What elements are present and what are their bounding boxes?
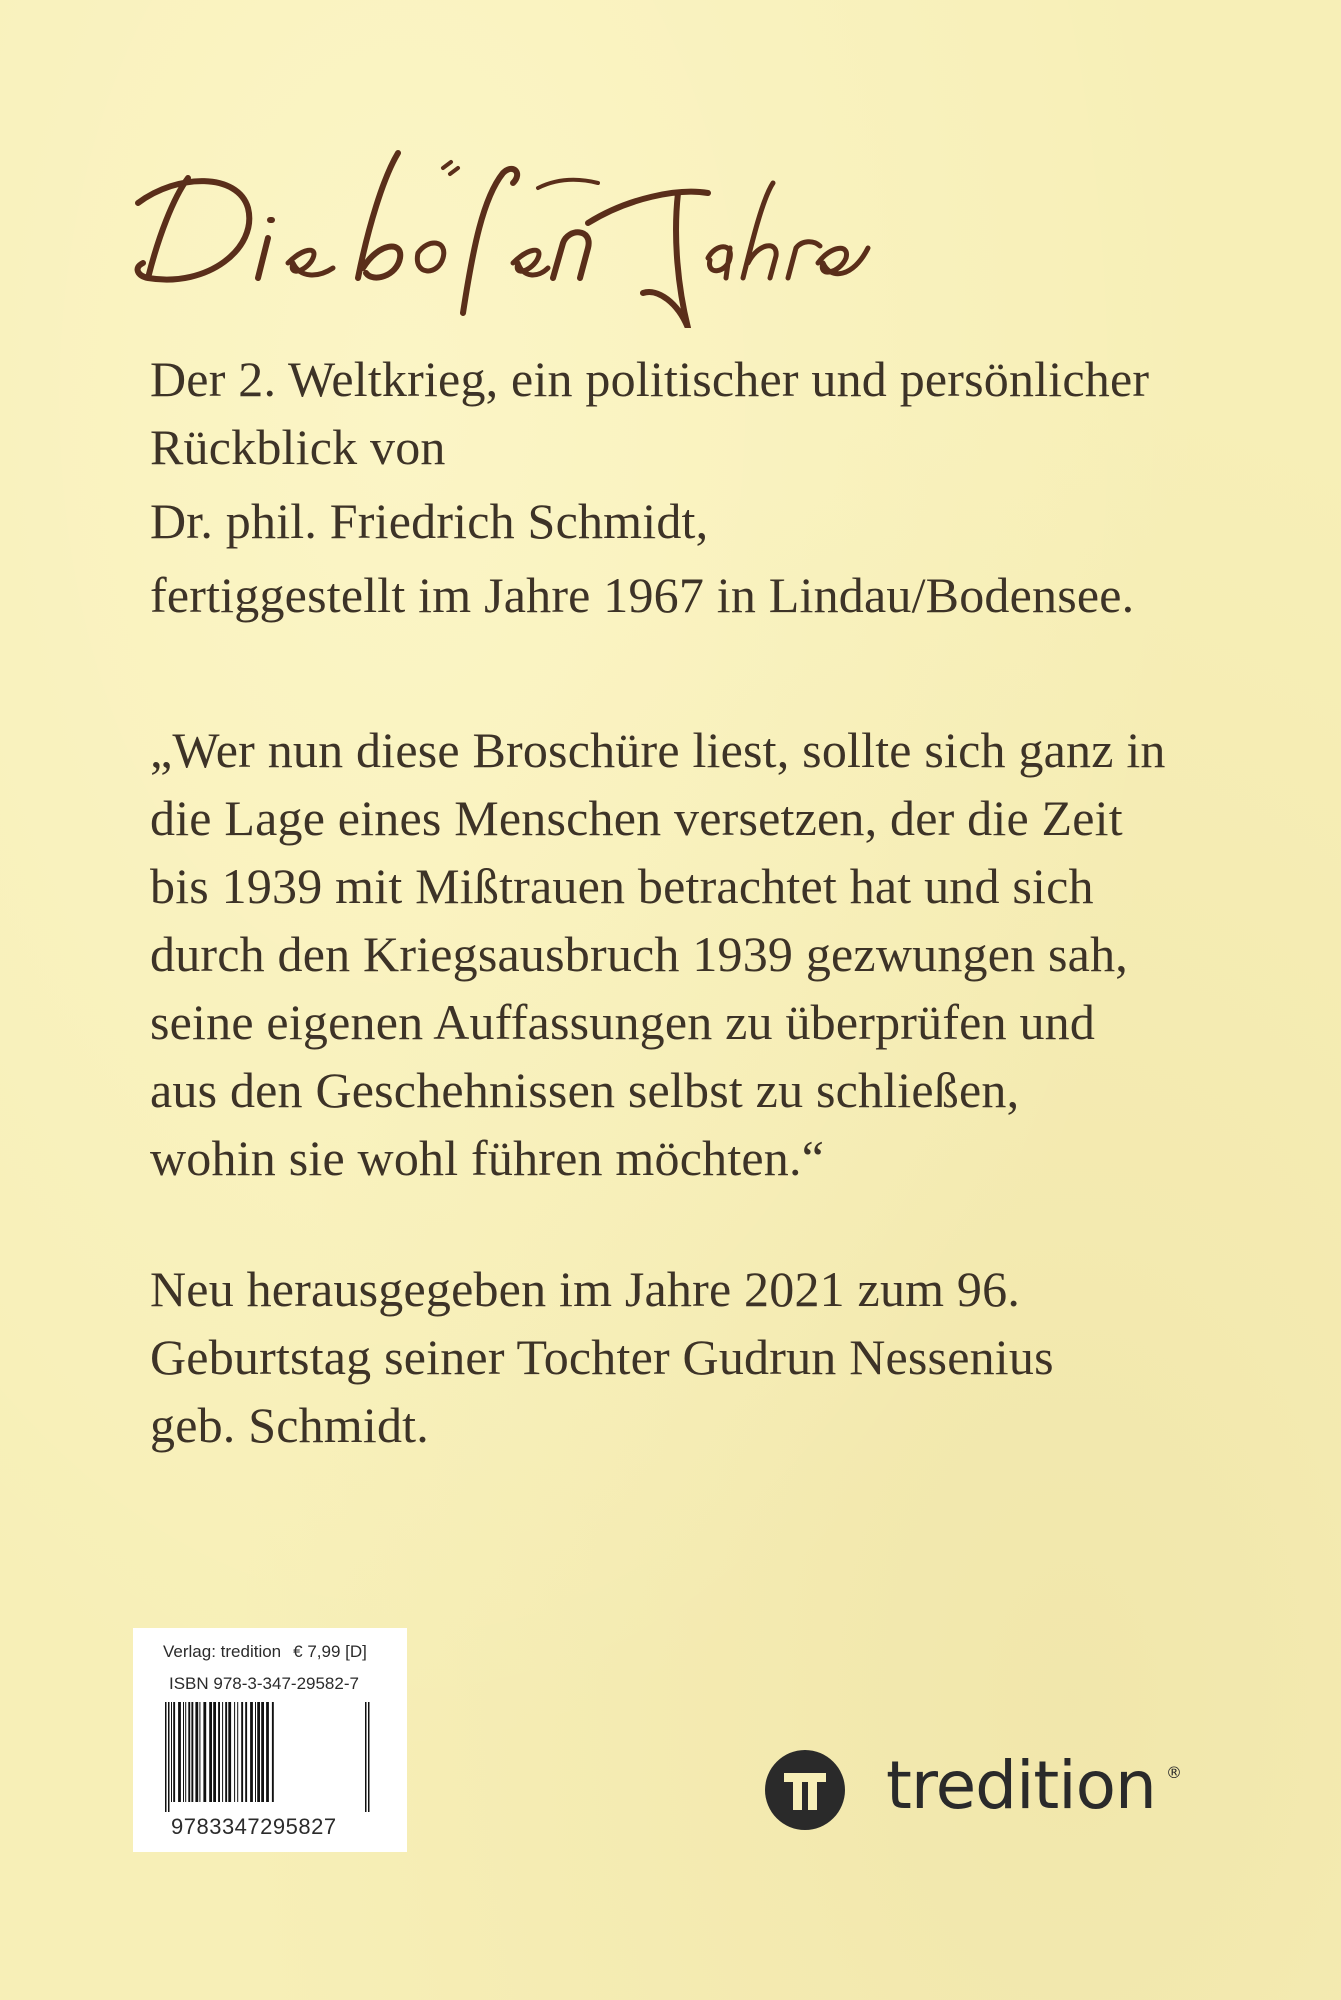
intro-line: Rückblick von: [150, 419, 446, 475]
barcode-bar: [171, 1702, 172, 1802]
publisher-logo: [764, 1745, 1184, 1835]
brand-name: tredition: [886, 1747, 1156, 1824]
barcode-bar: [213, 1702, 216, 1802]
handwritten-title: [118, 128, 878, 328]
edition-line: geb. Schmidt.: [150, 1397, 429, 1453]
intro-line: Dr. phil. Friedrich Schmidt,: [150, 493, 709, 549]
barcode-bar: [165, 1702, 167, 1812]
barcode-bar: [218, 1702, 220, 1802]
barcode-bar: [199, 1702, 200, 1802]
barcode-bar: [272, 1702, 274, 1802]
barcode-bar: [183, 1702, 184, 1802]
barcode-bar: [261, 1702, 264, 1802]
barcode-bar: [225, 1702, 227, 1802]
quote-line: durch den Kriegsausbruch 1939 gezwungen sah,: [150, 926, 1128, 982]
barcode-bar: [178, 1702, 181, 1802]
barcode-bar: [368, 1702, 370, 1812]
barcode-bar: [168, 1702, 170, 1812]
barcode-bar: [188, 1702, 190, 1802]
barcode-bar: [266, 1702, 269, 1802]
barcode-bar: [185, 1702, 186, 1802]
barcode-bar: [234, 1702, 235, 1802]
barcode-bar: [257, 1702, 260, 1802]
tredition-logo-icon: [764, 1749, 846, 1831]
quote-line: bis 1939 mit Mißtrauen betrachtet hat und sich: [150, 858, 1094, 914]
barcode-bar: [173, 1702, 175, 1802]
ean-number: 9783347295827: [171, 1814, 337, 1839]
quote-line: aus den Geschehnissen selbst zu schließen,: [150, 1062, 1020, 1118]
barcode-bar: [241, 1702, 243, 1802]
barcode-bar: [195, 1702, 198, 1802]
barcode-bar: [250, 1702, 253, 1802]
isbn-text: ISBN 978-3-347-29582-7: [169, 1674, 359, 1693]
intro-paragraph: [150, 345, 1300, 629]
intro-line: Der 2. Weltkrieg, ein politischer und persönlicher: [150, 351, 1150, 407]
barcode-bar: [255, 1702, 256, 1802]
quote-line: „Wer nun diese Broschüre liest, sollte sich ganz in: [150, 722, 1166, 778]
intro-line: fertiggestellt im Jahre 1967 in Lindau/Bodensee.: [150, 567, 1135, 623]
quote-paragraph: [150, 716, 1300, 1192]
publisher-price-row: [163, 1642, 367, 1662]
price-text: € 7,99 [D]: [293, 1642, 367, 1661]
quote-line: seine eigenen Auffassungen zu überprüfen und: [150, 994, 1096, 1050]
edition-line: Neu herausgegeben im Jahre 2021 zum 96.: [150, 1261, 1021, 1317]
barcode-bar: [237, 1702, 238, 1802]
barcode-bar: [245, 1702, 247, 1802]
barcode-bar: [228, 1702, 231, 1802]
edition-paragraph: [150, 1255, 1300, 1459]
registered-mark: ®: [1166, 1763, 1182, 1782]
barcode-bar: [209, 1702, 212, 1802]
barcode-bar: [365, 1702, 367, 1812]
edition-line: Geburtstag seiner Tochter Gudrun Nessenius: [150, 1329, 1054, 1385]
publisher-text: Verlag: tredition: [163, 1642, 282, 1661]
barcode-bar: [203, 1702, 206, 1802]
barcode-bar: [222, 1702, 223, 1802]
barcode-bars: [163, 1702, 373, 1812]
barcode-bar: [191, 1702, 193, 1802]
quote-line: wohin sie wohl führen möchten.“: [150, 1130, 825, 1186]
quote-line: die Lage eines Menschen versetzen, der die Zeit: [150, 790, 1123, 846]
barcode-label: [133, 1628, 407, 1852]
title-calligraphy: [118, 128, 878, 328]
